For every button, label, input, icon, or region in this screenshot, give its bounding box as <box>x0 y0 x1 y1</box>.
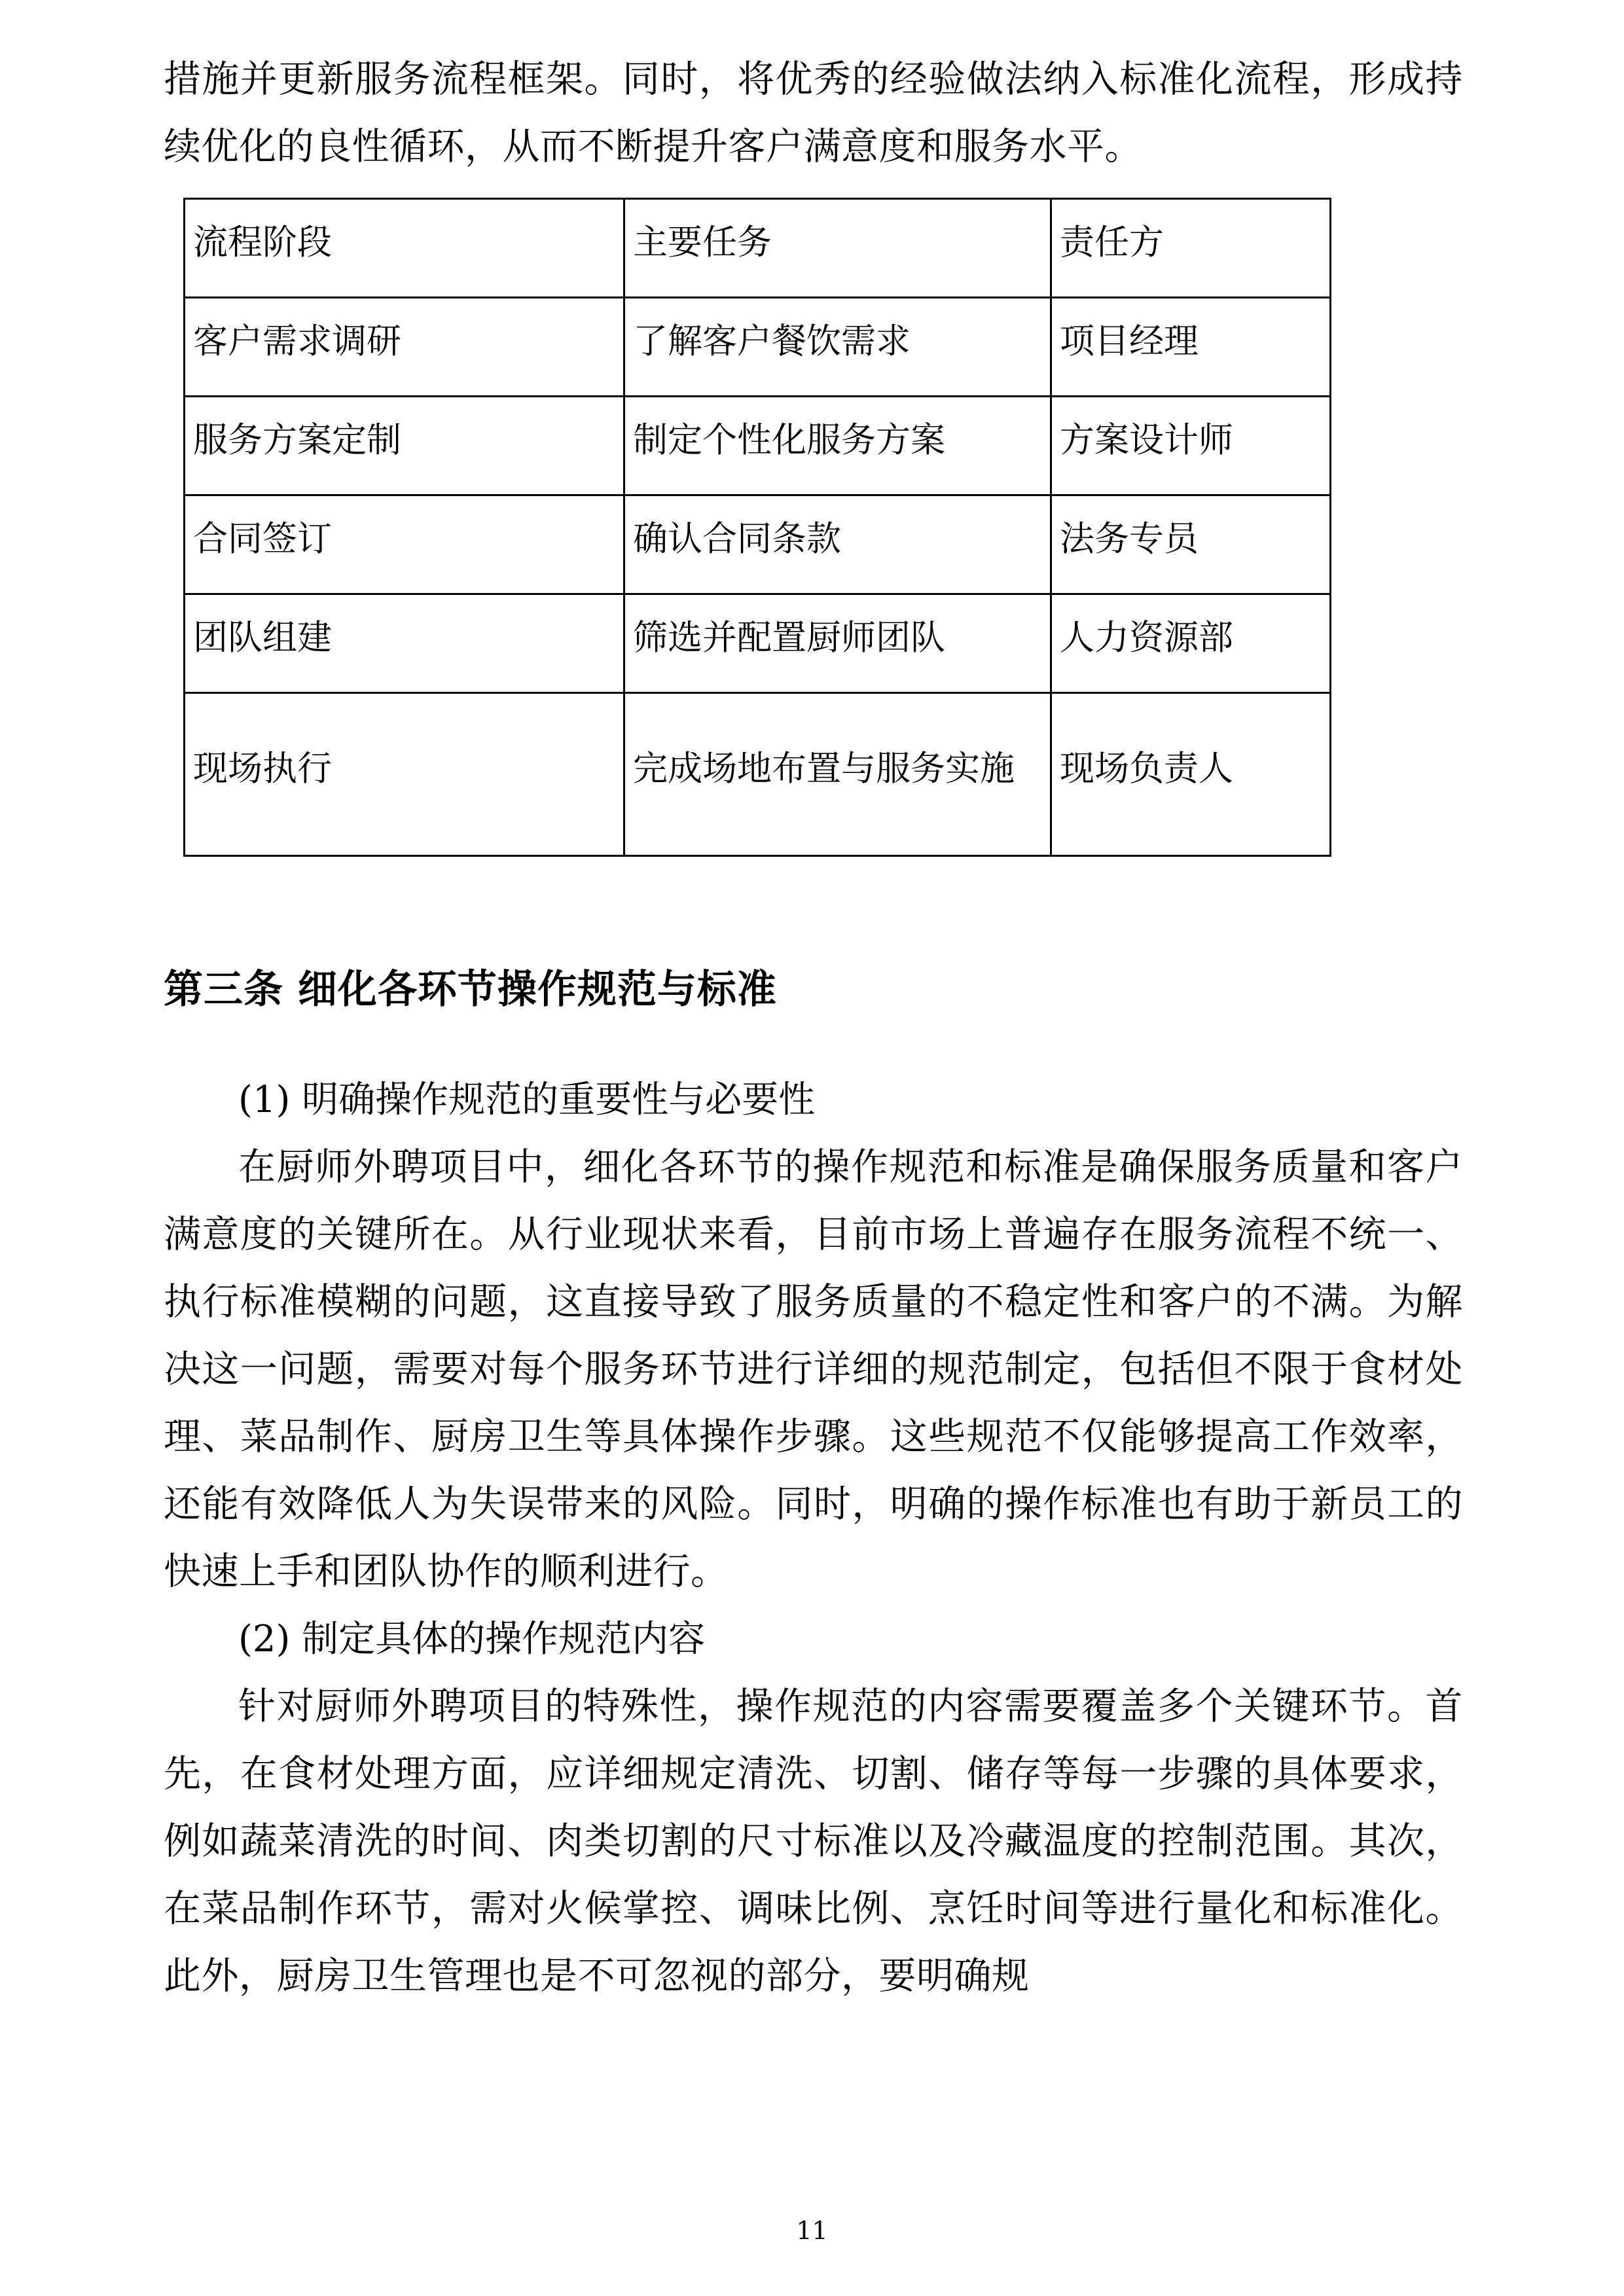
table-header-row <box>185 199 1331 298</box>
subsection-2-heading: (2) 制定具体的操作规范内容 <box>238 1618 706 1660</box>
table-cell-owner: 现场负责人 <box>1051 693 1331 856</box>
table-row <box>185 397 1331 495</box>
table-cell-owner: 方案设计师 <box>1051 397 1331 495</box>
page-content <box>164 46 1463 2010</box>
table-cell-task: 了解客户餐饮需求 <box>624 298 1051 397</box>
subsection-1-heading: (1) 明确操作规范的重要性与必要性 <box>238 1079 816 1121</box>
subsection-1-paragraph: 在厨师外聘项目中，细化各环节的操作规范和标准是确保服务质量和客户满意度的关键所在。从行业现状来看，目前市场上普遍存在服务流程不统一、执行标准模糊的问题，这直接导致了服务质量的不稳定性和客户的不满。为解决这一问题，需要对每个服务环节进行详细的规范制定，包括但不限于食材处理、菜品制作、厨房卫生等具体操作步骤。这些规范不仅能够提高工作效率，还能有效降低人为失误带来的风险。同时，明确的操作标准也有助于新员工的快速上手和团队协作的顺利进行。 <box>164 1145 1463 1593</box>
table-header-cell-task: 主要任务 <box>624 199 1051 298</box>
table-cell-owner: 项目经理 <box>1051 298 1331 397</box>
subsection-2-paragraph: 针对厨师外聘项目的特殊性，操作规范的内容需要覆盖多个关键环节。首先，在食材处理方面，应详细规定清洗、切割、储存等每一步骤的具体要求，例如蔬菜清洗的时间、肉类切割的尺寸标准以及冷藏温度的控制范围。其次，在菜品制作环节，需对火候掌控、调味比例、烹饪时间等进行量化和标准化。此外，厨房卫生管理也是不可忽视的部分，要明确规 <box>164 1685 1463 1998</box>
table-cell-task: 制定个性化服务方案 <box>624 397 1051 495</box>
process-table-container <box>164 198 1463 857</box>
table-cell-task: 完成场地布置与服务实施 <box>624 693 1051 856</box>
table-row <box>185 693 1331 856</box>
section-heading: 第三条 细化各环节操作规范与标准 <box>164 967 777 1013</box>
section-spacer <box>164 857 1463 955</box>
table-header-cell-owner: 责任方 <box>1051 199 1331 298</box>
table-cell-task: 确认合同条款 <box>624 495 1051 594</box>
table-row <box>185 594 1331 693</box>
table-cell-stage: 客户需求调研 <box>185 298 624 397</box>
table-cell-stage: 团队组建 <box>185 594 624 693</box>
table-row <box>185 298 1331 397</box>
table-cell-stage: 现场执行 <box>185 693 624 856</box>
table-cell-owner: 法务专员 <box>1051 495 1331 594</box>
table-cell-task: 筛选并配置厨师团队 <box>624 594 1051 693</box>
table-row <box>185 495 1331 594</box>
intro-paragraph: 措施并更新服务流程框架。同时，将优秀的经验做法纳入标准化流程，形成持续优化的良性循环，从而不断提升客户满意度和服务水平。 <box>164 58 1463 168</box>
table-header-cell-stage: 流程阶段 <box>185 199 624 298</box>
page-number: 11 <box>796 2216 828 2245</box>
table-cell-stage: 合同签订 <box>185 495 624 594</box>
heading-spacer <box>164 1024 1463 1066</box>
table-cell-owner: 人力资源部 <box>1051 594 1331 693</box>
process-flow-table <box>183 198 1331 857</box>
table-cell-stage: 服务方案定制 <box>185 397 624 495</box>
